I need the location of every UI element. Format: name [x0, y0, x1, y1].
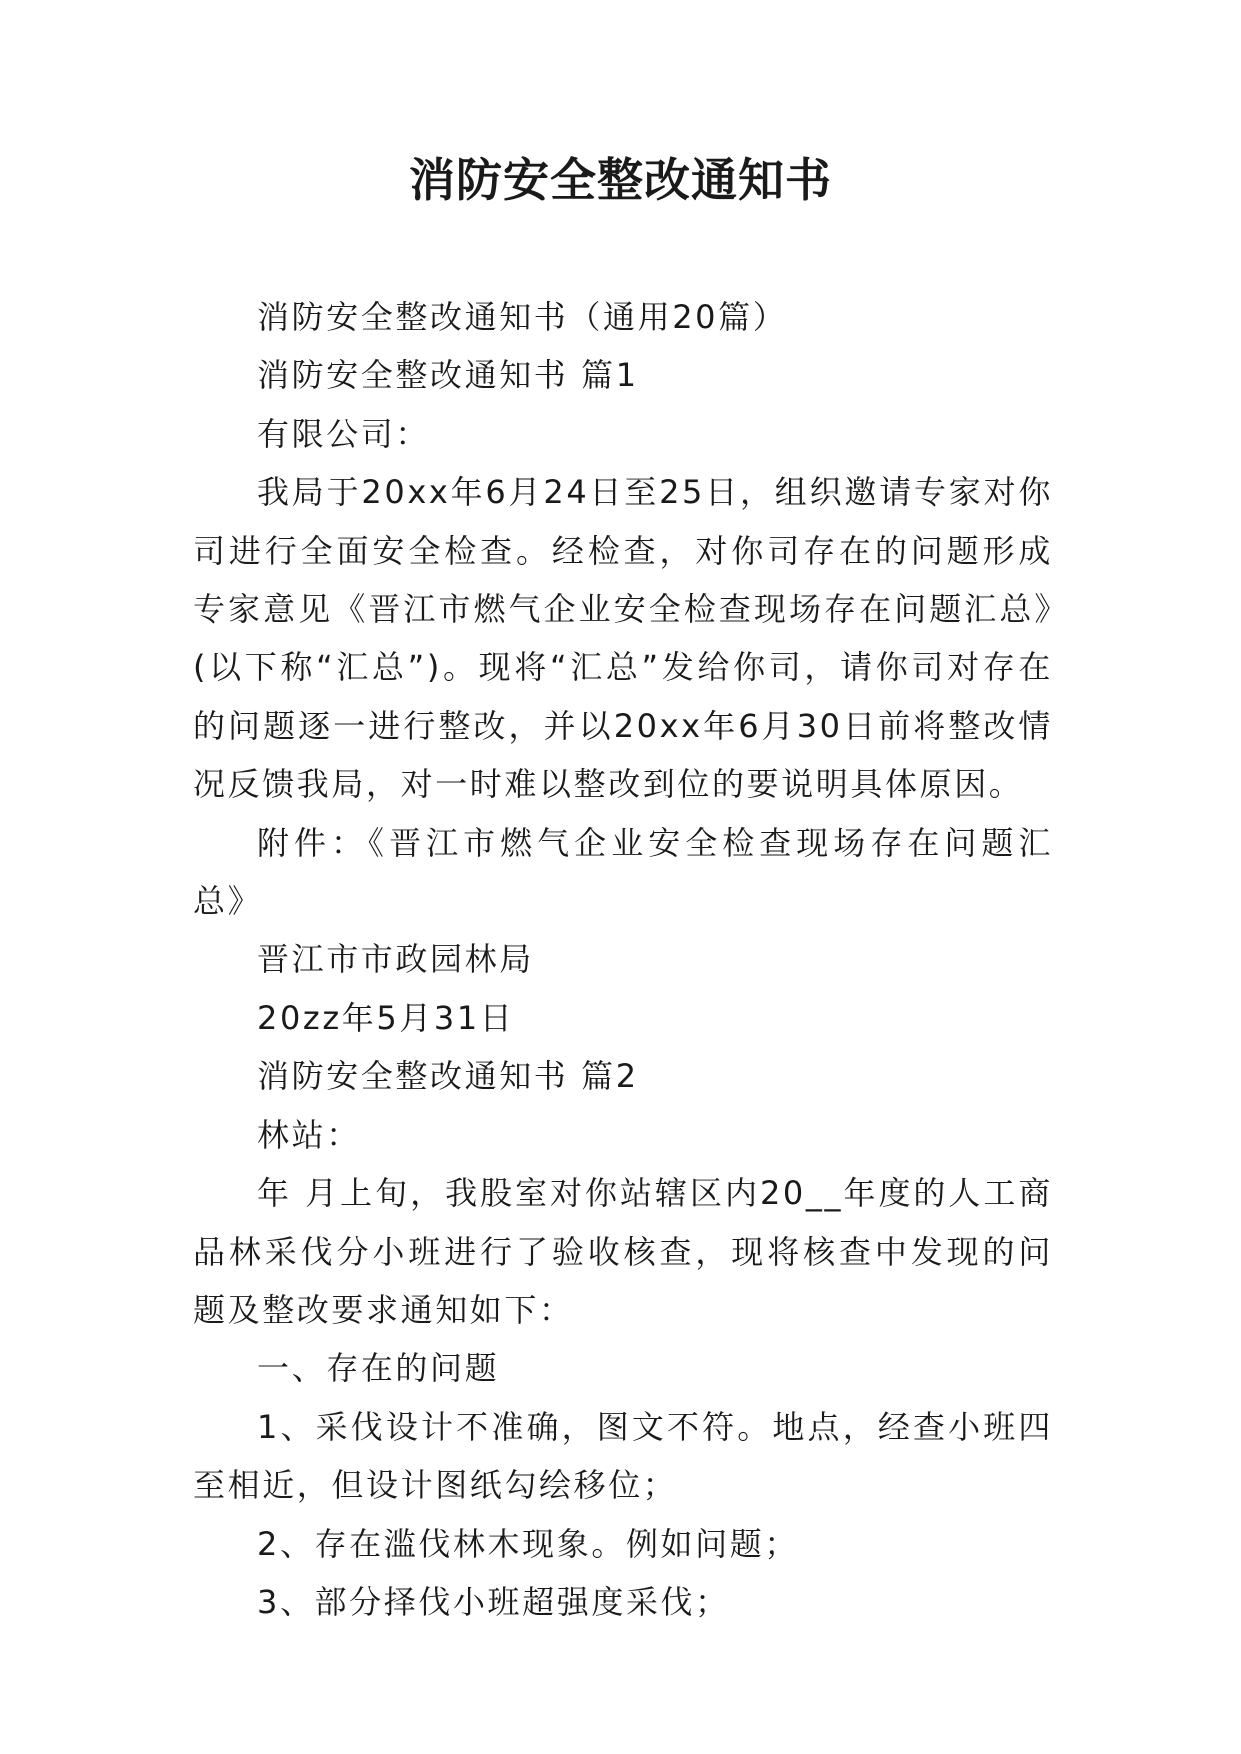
- paragraph-addressee-2: 林站：: [257, 1115, 361, 1154]
- paragraph-addressee-1: 有限公司：: [257, 414, 431, 453]
- paragraph-issue-2: 2、存在滥伐林木现象。例如问题；: [257, 1524, 799, 1563]
- paragraph-subtitle: 消防安全整改通知书（通用20篇）: [257, 298, 788, 336]
- paragraph-signature-date: 20zz年5月31日: [257, 998, 515, 1037]
- paragraph-section-1-heading: 消防安全整改通知书 篇1: [257, 356, 639, 395]
- document-title: 消防安全整改通知书: [409, 153, 832, 207]
- paragraph-issue-3: 3、部分择伐小班超强度采伐；: [257, 1582, 730, 1621]
- paragraph-body-2: 年 月上旬，我股室对你站辖区内20__年度的人工商品林采伐分小班进行了验收核查，现将核查中发现的问题及整改要求通知如下：: [193, 1174, 1053, 1329]
- paragraph-section-2-heading: 消防安全整改通知书 篇2: [257, 1057, 639, 1096]
- paragraph-issues-heading: 一、存在的问题: [257, 1349, 500, 1388]
- paragraph-signature-issuer: 晋江市市政园林局: [257, 940, 534, 979]
- paragraph-attachment: 附件：《晋江市燃气企业安全检查现场存在问题汇总》: [193, 823, 1053, 921]
- document-body: [193, 288, 1053, 1631]
- paragraph-issue-1: 1、采伐设计不准确，图文不符。地点，经查小班四至相近，但设计图纸勾绘移位；: [193, 1407, 1053, 1505]
- paragraph-body-1: 我局于20xx年6月24日至25日，组织邀请专家对你司进行全面安全检查。经检查，对你司存在的问题形成专家意见《晋江市燃气企业安全检查现场存在问题汇总》(以下称“汇总”)。现将“汇总”发给你司，请你司对存在的问题逐一进行整改，并以20xx年6月30日前将整改情况反馈我局，对一时难以整改到位的要说明具体原因。: [193, 473, 1053, 804]
